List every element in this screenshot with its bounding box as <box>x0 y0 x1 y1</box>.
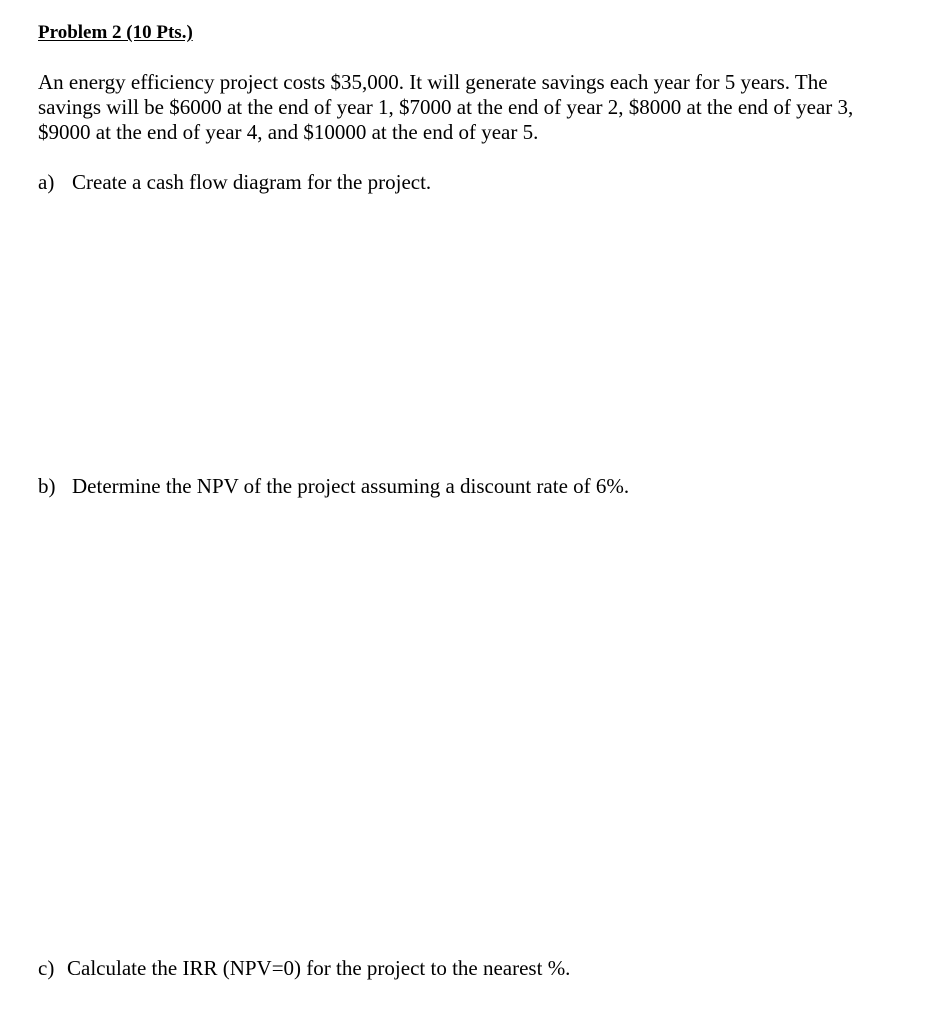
question-b-text: Determine the NPV of the project assuming a discount rate of 6%. <box>72 474 630 498</box>
problem-statement <box>38 70 908 145</box>
question-c-text: Calculate the IRR (NPV=0) for the project to the nearest %. <box>67 956 571 980</box>
question-b <box>38 474 629 499</box>
problem-statement-line-3: $9000 at the end of year 4, and $10000 at the end of year 5. <box>38 120 539 144</box>
question-a-label: a) <box>38 170 55 194</box>
problem-statement-line-2: savings will be $6000 at the end of year 1, $7000 at the end of year 2, $8000 at the end of year 3, <box>38 95 854 119</box>
question-c <box>38 956 570 981</box>
question-c-label: c) <box>38 956 55 980</box>
question-a <box>38 170 431 195</box>
question-b-label: b) <box>38 474 56 498</box>
question-a-text: Create a cash flow diagram for the project. <box>72 170 432 194</box>
problem-statement-line-1: An energy efficiency project costs $35,000. It will generate savings each year for 5 years. The <box>38 70 828 94</box>
problem-title: Problem 2 (10 Pts.) <box>38 22 193 43</box>
